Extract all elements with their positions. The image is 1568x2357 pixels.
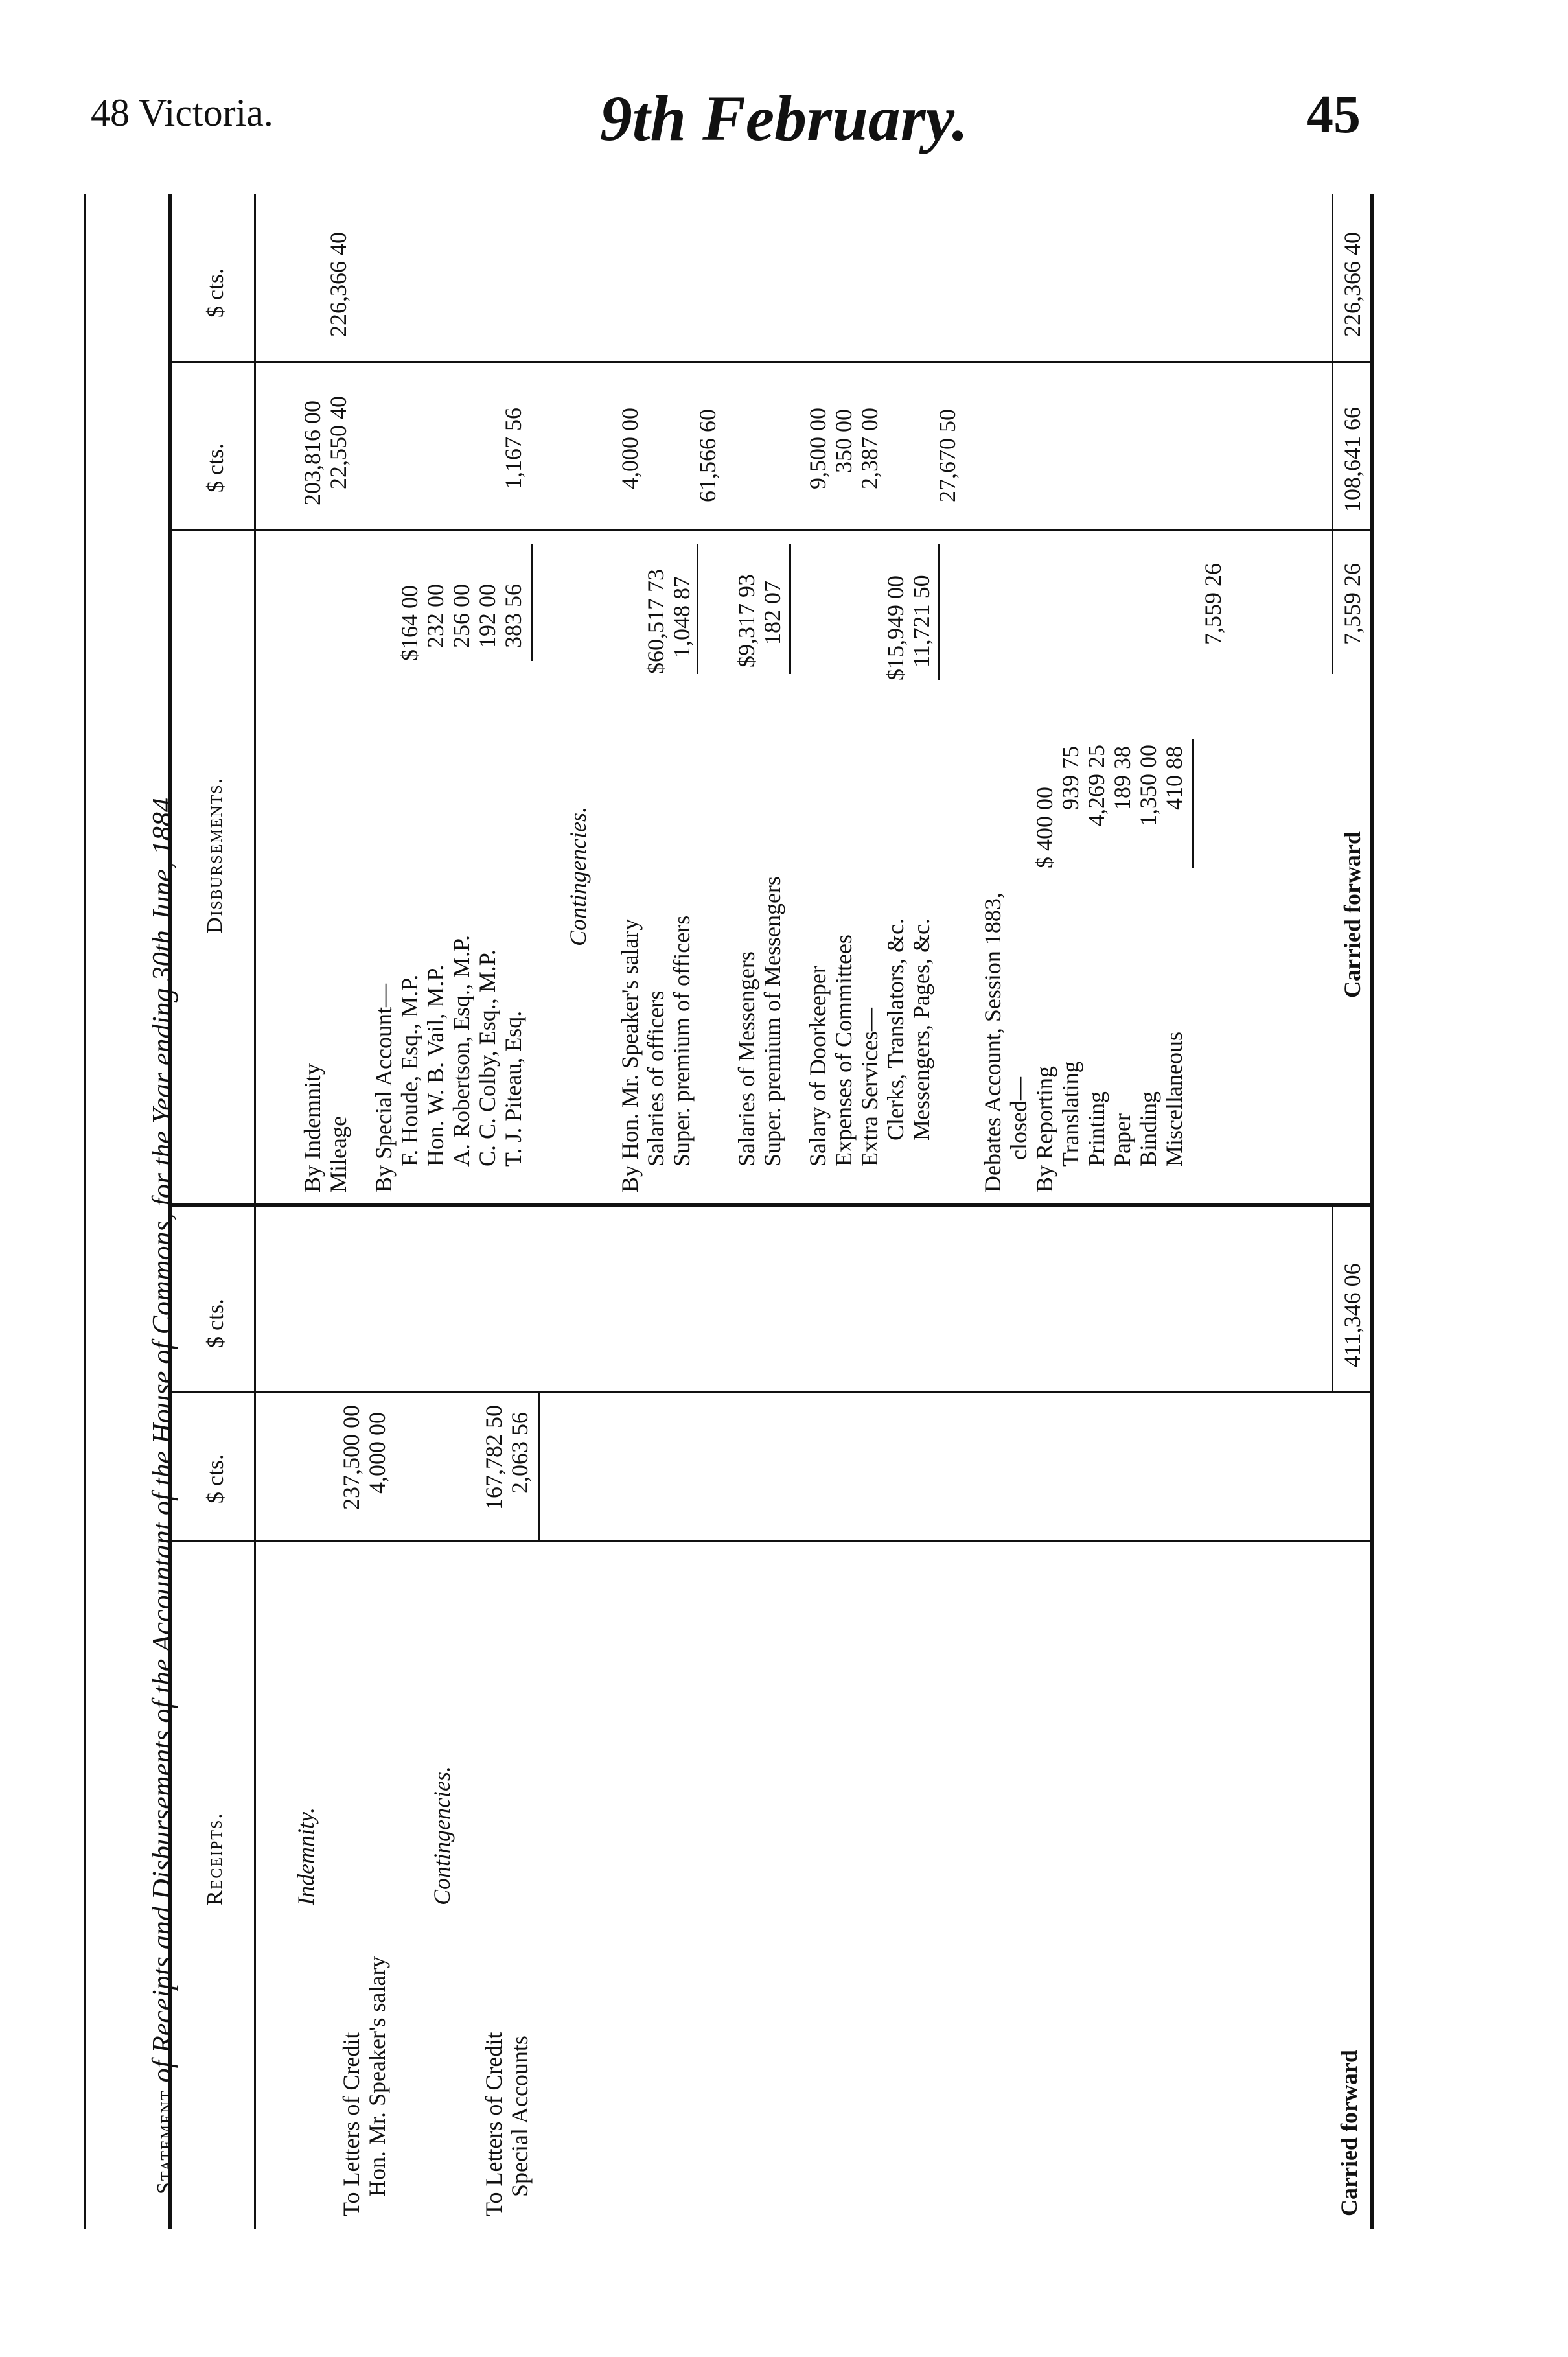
debates-item: Printing: [1083, 1091, 1109, 1167]
disb-value: 203,816 00: [299, 401, 325, 505]
debates-subtotal: 7,559 26: [1200, 563, 1226, 645]
debates-label: Debates Account, Session 1883,: [980, 892, 1006, 1192]
debates-amount: 1,350 00: [1135, 745, 1161, 826]
disb-label: Salaries of Messengers: [733, 951, 759, 1167]
rule: [168, 529, 1374, 531]
statement-title-prefix: Statement: [153, 2089, 177, 2194]
receipts-unit: $ cts.: [202, 1454, 228, 1504]
debates-item: By Reporting: [1032, 1066, 1057, 1192]
section-indemnity: Indemnity.: [293, 1807, 319, 1905]
rule: [1370, 194, 1374, 2229]
rule: [1332, 531, 1333, 674]
disb-sub: $9,317 93: [733, 574, 759, 668]
disb-value: 9,500 00: [805, 408, 831, 489]
receipts-carried-forward-total: 411,346 06: [1339, 1263, 1365, 1367]
rule: [168, 361, 1374, 363]
disb-carried-forward-total: 226,366 40: [1339, 232, 1365, 337]
receipt-label: To Letters of Credit: [481, 2032, 507, 2216]
disb-value: 4,000 00: [617, 408, 643, 489]
disb-sub: 192 00: [474, 584, 500, 648]
disb-label: A. Robertson, Esq., M.P.: [448, 935, 474, 1167]
disb-value: 350 00: [831, 409, 857, 473]
debates-label-2: closed—: [1006, 1077, 1032, 1160]
rule: [531, 544, 533, 661]
receipt-label: Hon. Mr. Speaker's salary: [364, 1956, 390, 2197]
disbursements-total-unit: $ cts.: [202, 268, 228, 318]
disb-label: Mileage: [325, 1116, 351, 1192]
running-head-date: 9th February.: [599, 82, 969, 154]
debates-amount: 4,269 25: [1083, 745, 1109, 826]
disb-total: 226,366 40: [325, 232, 351, 337]
disb-value: 1,167 56: [500, 408, 526, 489]
debates-amount: 189 38: [1109, 746, 1135, 810]
disb-sub: $15,949 00: [882, 575, 908, 680]
statement-title: [120, 791, 208, 2223]
debates-item: Miscellaneous: [1161, 1032, 1187, 1167]
disb-label: By Hon. Mr. Speaker's salary: [617, 918, 643, 1192]
receipt-value: 4,000 00: [364, 1412, 390, 1494]
disb-carried-forward-value: 108,641 66: [1339, 407, 1365, 512]
statement-table: [84, 194, 1380, 2229]
disb-carried-forward-sub: 7,559 26: [1339, 563, 1365, 645]
disb-sub: 383 56: [500, 584, 526, 648]
disb-label: Super. premium of officers: [669, 915, 695, 1167]
rule: [168, 1203, 1374, 1207]
receipts-heading: Receipts.: [203, 1812, 227, 1905]
disb-carried-forward: Carried forward: [1339, 831, 1365, 998]
disb-sub: $164 00: [397, 585, 422, 661]
section-contingencies-disb: Contingencies.: [565, 807, 591, 946]
disb-value: 2,387 00: [857, 408, 882, 489]
receipts-carried-forward: Carried forward: [1336, 2050, 1362, 2216]
section-contingencies: Contingencies.: [429, 1766, 455, 1905]
disb-value: 61,566 60: [695, 409, 721, 502]
debates-amount: 410 88: [1161, 746, 1187, 810]
rule: [84, 194, 86, 2229]
receipt-label: To Letters of Credit: [338, 2032, 364, 2216]
disb-label: By Special Account—: [371, 984, 397, 1192]
disb-label: C. C. Colby, Esq., M.P.: [474, 949, 500, 1167]
disb-value: 27,670 50: [934, 409, 960, 502]
disb-label: Expenses of Committees: [831, 935, 857, 1167]
rule: [697, 544, 698, 674]
disbursements-heading: Disbursements.: [203, 776, 227, 933]
debates-amount: $ 400 00: [1032, 787, 1057, 868]
rule: [538, 1393, 540, 1542]
rule: [1192, 739, 1194, 868]
disb-value: 22,550 40: [325, 396, 351, 489]
disbursements-unit: $ cts.: [202, 443, 228, 493]
disb-sub: $60,517 73: [643, 569, 669, 674]
receipt-label: Special Accounts: [507, 2036, 533, 2197]
receipt-value: 237,500 00: [338, 1405, 364, 1510]
disb-label: Super. premium of Messengers: [759, 876, 785, 1167]
disb-label: F. Houde, Esq., M.P.: [397, 974, 422, 1167]
disb-sub: 256 00: [448, 584, 474, 648]
disb-label: T. J. Piteau, Esq.: [500, 1010, 526, 1167]
receipts-total-unit: $ cts.: [202, 1299, 228, 1348]
rule: [938, 544, 940, 680]
disb-label: Hon. W. B. Vail, M.P.: [422, 964, 448, 1167]
disb-sub: 232 00: [422, 584, 448, 648]
debates-amount: 939 75: [1057, 746, 1083, 810]
disb-label: Extra Services—: [857, 1008, 882, 1167]
receipt-value: 167,782 50: [481, 1405, 507, 1510]
debates-item: Paper: [1109, 1113, 1135, 1167]
disb-label: Salary of Doorkeeper: [805, 966, 831, 1167]
rule: [1332, 194, 1333, 531]
rule: [168, 1540, 1374, 1542]
receipt-value: 2,063 56: [507, 1412, 533, 1494]
debates-item: Translating: [1057, 1061, 1083, 1167]
rule: [254, 194, 256, 2229]
page-number: 45: [1306, 84, 1361, 145]
debates-item: Binding: [1135, 1091, 1161, 1167]
disb-label: Salaries of officers: [643, 990, 669, 1167]
disb-sub: 1,048 87: [669, 576, 695, 658]
rule: [789, 544, 791, 674]
disb-label: Messengers, Pages, &c.: [908, 918, 934, 1141]
statement-title-text: of Receipts and Disbursements of the Accountant of the House of Commons, for the Year ending 30th June, 1884.: [146, 791, 178, 2090]
disb-sub: 11,721 50: [908, 575, 934, 668]
rule: [1332, 1207, 1333, 1393]
disb-label: Clerks, Translators, &c.: [882, 918, 908, 1141]
rule: [168, 1391, 1374, 1393]
disb-sub: 182 07: [759, 581, 785, 645]
disb-label: By Indemnity: [299, 1063, 325, 1192]
running-head-left: 48 Victoria.: [91, 91, 273, 134]
